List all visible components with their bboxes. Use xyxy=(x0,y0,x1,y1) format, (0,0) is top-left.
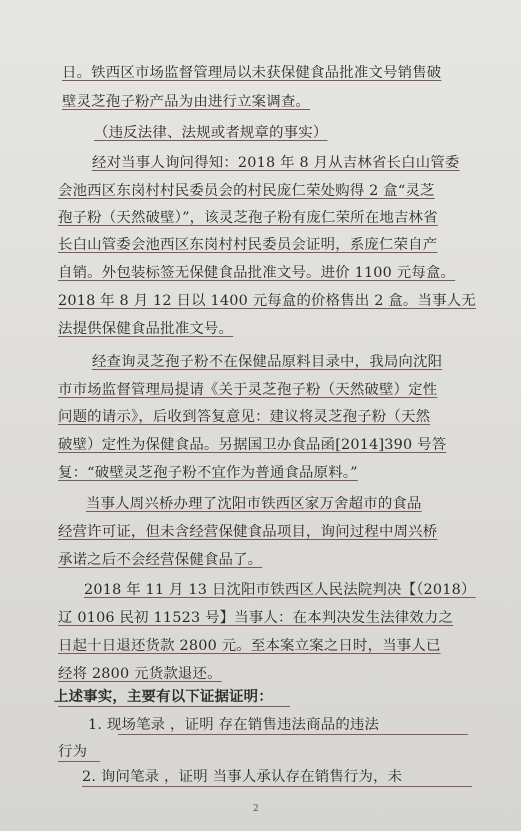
text-line: 经营许可证，但未含经营保健食品项目，询问过程中周兴桥 xyxy=(58,524,438,540)
page-number: 2 xyxy=(253,804,259,814)
text-line: 长白山管委会池西区东岗村村民委员会证明，系庞仁荣自产 xyxy=(58,237,438,253)
text-line: 破壁）定性为保健食品。另据国卫办食品函[2014]390 号答 xyxy=(58,437,447,453)
text-line: 复：“破壁灵芝孢子粉不宜作为普通食品原料。” xyxy=(58,465,358,481)
text-line: 经查询灵芝孢子粉不在保健品原料目录中，我局向沈阳 xyxy=(92,354,443,370)
text-line: 承诺之后不会经营保健食品了。 xyxy=(58,552,263,568)
text-line: 辽 0106 民初 11523 号】当事人：在本判决发生法律效力之 xyxy=(58,610,454,626)
evidence-item-1-cont: 行为 xyxy=(58,744,88,760)
evidence-underline xyxy=(58,761,100,762)
heading-underline xyxy=(58,706,290,707)
evidence-item-1: 1. 现场笔录 ，证明 存在销售违法商品的违法 xyxy=(88,717,380,733)
text-line: 日。铁西区市场监督管理局以未获保健食品批准文号销售破 xyxy=(62,65,442,81)
text-line: 当事人周兴桥办理了沈阳市铁西区家万舍超市的食品 xyxy=(86,496,422,512)
evidence-heading: 上述事实，主要有以下证据证明： xyxy=(54,688,273,705)
text-line: 2018 年 11 月 13 日沈阳市铁西区人民法院判决【（2018） xyxy=(84,582,476,598)
text-line: 自销。外包装标签无保健食品批准文号。进价 1100 元每盒。 xyxy=(58,265,456,281)
text-line: 2018 年 8 月 12 日以 1400 元每盒的价格售出 2 盒。当事人无 xyxy=(58,293,476,309)
evidence-underline xyxy=(82,786,472,787)
text-line: 壁灵芝孢子粉产品为由进行立案调查。 xyxy=(62,94,311,110)
evidence-underline xyxy=(118,734,468,735)
text-line: 问题的请示》，后收到答复意见：建议将灵芝孢子粉（天然 xyxy=(58,409,431,425)
text-line: 市市场监督管理局提请《关于灵芝孢子粉（天然破壁）定性 xyxy=(58,382,438,398)
evidence-item-2: 2. 询问笔录 ，证明 当事人承认存在销售行为，未 xyxy=(82,769,403,785)
section-heading: （违反法律、法规或者规章的事实） xyxy=(94,125,328,141)
text-line: 经对当事人询问得知：2018 年 8 月从吉林省长白山管委 xyxy=(92,155,460,171)
text-line: 法提供保健食品批准文号。 xyxy=(58,321,234,337)
text-line: 孢子粉（天然破壁）”，该灵芝孢子粉有庞仁荣所在地吉林省 xyxy=(58,210,438,226)
text-line: 经将 2800 元货款退还。 xyxy=(58,666,222,682)
text-line: 日起十日退还货款 2800 元。至本案立案之日时，当事人已 xyxy=(58,638,441,654)
text-line: 会池西区东岗村村民委员会的村民庞仁荣处购得 2 盒“灵芝 xyxy=(58,183,435,199)
